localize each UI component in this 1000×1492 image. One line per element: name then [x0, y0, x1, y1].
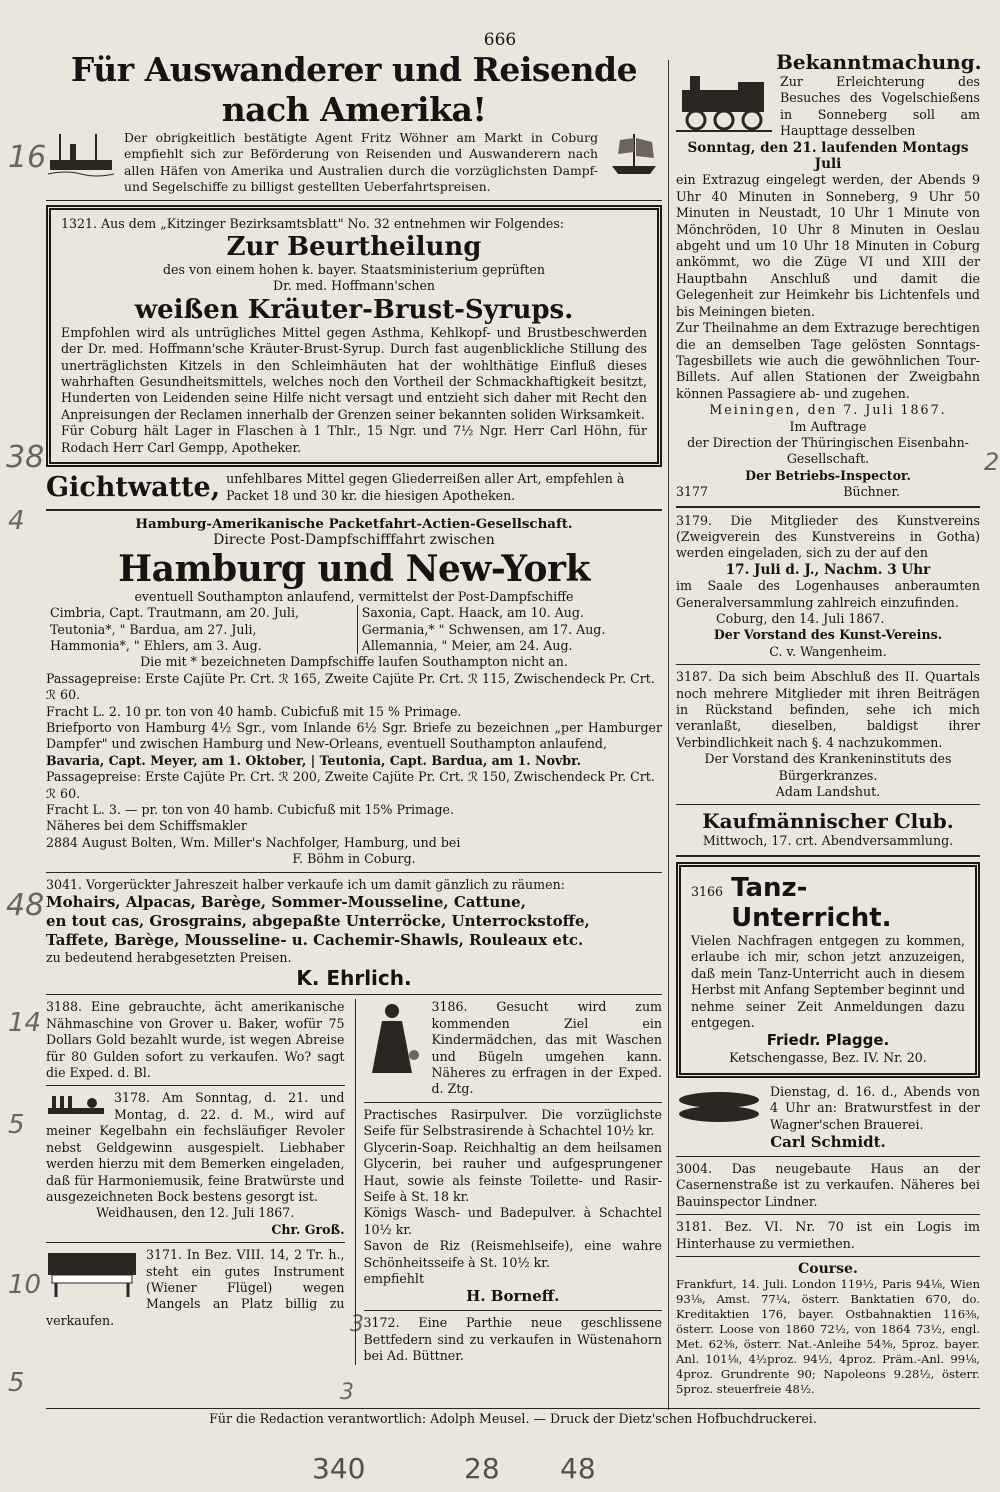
hapag-p5: Bavaria, Capt. Meyer, am 1. Oktober, | Teutonia, Capt. Bardua, am 1. Novbr. — [46, 752, 581, 768]
emigrant-text: Der obrigkeitlich bestätigte Agent Fritz Wöhner am Markt in Coburg empfiehlt sich zur Beförderung von Reisenden und Auswanderern nach allen Häfen von Amerika und Australien durch die vorzüglichsten Dampf- und Segelschiffe zu billigst gestellten Ueberfahrtspreisen. — [124, 130, 598, 195]
ehrlich-goods2: en tout cas, Grosgrains, abgepaßte Unterröcke, Unterrockstoffe, — [46, 912, 590, 931]
hapag-p8: Näheres bei dem Schiffsmakler — [46, 818, 247, 834]
kunst-signature: Der Vorstand des Kunst-Vereins. — [713, 627, 943, 643]
ad-3178 — [46, 1090, 345, 1238]
ad-3172: 3172. Eine Parthie neue geschlissene Bettfedern sind zu verkaufen in Wüstenahorn bei Ad. Büttner. — [363, 1315, 662, 1364]
kranken-name: Adam Landshut. — [775, 784, 881, 800]
tanz-ad — [676, 862, 980, 1078]
divider — [676, 1214, 980, 1215]
table-row — [46, 622, 662, 638]
hapag-company: Hamburg-Amerikanische Packetfahrt-Actien-Gesellschaft. — [135, 515, 573, 532]
small-ads-right — [355, 999, 663, 1364]
bek-title: Bekanntmachung. — [776, 50, 982, 74]
emigrant-title: Für Auswanderer und Reisende nach Amerika! — [70, 50, 638, 129]
bek-name: Büchner. — [843, 484, 900, 500]
ehrlich-goods4: zu bedeutend herabgesetzten Preisen. — [46, 950, 292, 966]
divider — [364, 1310, 663, 1311]
piano-icon — [46, 1247, 138, 1299]
table-row — [46, 605, 662, 621]
ship-cell: Hammonia*, " Ehlers, am 3. Aug. — [50, 637, 262, 653]
ship-cell: Allemannia, " Meier, am 24. Aug. — [357, 638, 662, 654]
steamship-icon — [46, 130, 116, 178]
tanz-address: Ketschengasse, Bez. IV. Nr. 20. — [729, 1050, 927, 1066]
hapag-p10: F. Böhm in Coburg. — [292, 851, 416, 867]
divider — [676, 1256, 980, 1257]
bek-signature: Der Betriebs-Inspector. — [745, 467, 911, 483]
borneff-a5: empfiehlt — [363, 1270, 425, 1286]
divider — [364, 1102, 663, 1103]
bek-number: 3177 — [676, 484, 709, 500]
divider — [676, 855, 980, 857]
small-ads-left — [46, 999, 345, 1364]
syrup-title2: weißen Kräuter-Brust-Syrups. — [134, 294, 574, 325]
borneff-a3: Königs Wasch- und Badepulver. à Schachtel 10½ kr. — [363, 1205, 662, 1237]
divider — [676, 506, 980, 508]
margin-note: 3 — [340, 1380, 354, 1405]
kunst-place: Coburg, den 14. Juli 1867. — [716, 611, 885, 626]
brat-name: Carl Schmidt. — [770, 1132, 886, 1151]
sausage-icon — [676, 1084, 762, 1128]
haus-ad: 3004. Das neugebaute Haus an der Casernenstraße ist zu verkaufen. Näheres bei Bauinspector Lindner. — [676, 1160, 980, 1209]
brat-text: Dienstag, d. 16. d., Abends von 4 Uhr an: Bratwurstfest in der Wagner'schen Brauerei. — [770, 1083, 980, 1132]
hapag-p2: Passagepreise: Erste Cajüte Pr. Crt. ℛ 165, Zweite Cajüte Pr. Crt. ℛ 115, Zwischendeck Pr. Crt. ℛ 60. — [46, 670, 655, 703]
tanz-number: 3166 — [691, 883, 724, 899]
nursemaid-icon — [364, 999, 424, 1079]
bekanntmachung — [676, 50, 980, 501]
club-text: Mittwoch, 17. crt. Abendversammlung. — [702, 833, 954, 849]
divider — [676, 804, 980, 805]
left-column — [46, 50, 662, 1365]
divider — [676, 1156, 980, 1157]
margin-note: 48 — [6, 888, 45, 923]
bek-place: Meiningen, den 7. Juli 1867. — [709, 402, 947, 418]
ad-3171 — [46, 1247, 345, 1329]
hapag-p3: Fracht L. 2. 10 pr. ton von 40 hamb. Cubicfuß mit 15 % Primage. — [46, 703, 462, 719]
hapag-p9: 2884 August Bolten, Wm. Miller's Nachfolger, Hamburg, und bei — [46, 834, 461, 850]
ehrlich-name: K. Ehrlich. — [296, 966, 412, 991]
bratwurst-ad — [676, 1084, 980, 1152]
hapag-line1: Directe Post-Dampfschifffahrt zwischen — [213, 532, 495, 549]
hapag-p1: Die mit * bezeichneten Dampfschiffe laufen Southampton nicht an. — [140, 654, 568, 670]
tanz-title: Tanz-Unterricht. — [731, 872, 892, 933]
ad-3188: 3188. Eine gebrauchte, ächt amerikanische Nähmaschine von Grover u. Baker, wofür 75 Dollars Gold bezahlt wurde, ist wegen Abreise für 80 Gulden sofort zu verkaufen. Wo? sagt die Exped. d. Bl. — [46, 999, 345, 1081]
borneff-a1: Practisches Rasirpulver. Die vorzüglichste Seife für Selbstrasirende à Schachtel 10½ kr. — [363, 1106, 662, 1139]
hapag-p4: Briefporto von Hamburg 4½ Sgr., vom Inlande 6½ Sgr. Briefe zu bezeichnen „per Hamburger Dampfer" und zwischen Hamburg und New-Orleans, eventuell Southampton anlaufend, — [46, 719, 662, 752]
gicht-title: Gichtwatte, — [46, 471, 221, 503]
kranken-text: 3187. Da sich beim Abschluß des II. Quartals noch mehrere Mitglieder mit ihren Beiträgen in Rückstand befinden, sehe ich mich veranlaßt, dieselben, baldigst ihrer Verbindlichkeit nach §. 4 nachzukommen. — [676, 669, 980, 750]
margin-note: 38 — [6, 440, 45, 475]
tanz-text: Vielen Nachfragen entgegen zu kommen, erlaube ich mir, schon jetzt anzuzeigen, daß mein Tanz-Unterricht auch in diesem Herbst mit Anfang September beginnt und nehme seiner Zeit Anmeldungen dazu entgegen. — [691, 932, 965, 1030]
divider — [46, 994, 662, 995]
ehrlich-goods3: Taffete, Barège, Mousseline- u. Cachemir-Shawls, Rouleaux etc. — [46, 931, 584, 950]
page-number: 666 — [483, 30, 517, 50]
ship-cell: Teutonia*, " Bardua, am 27. Juli, — [50, 621, 257, 637]
margin-note: 16 — [8, 140, 47, 175]
divider — [46, 200, 662, 201]
ad-3178-signature: Chr. Groß. — [271, 1221, 345, 1237]
hapag-title: Hamburg und New-York — [118, 547, 590, 590]
ad-3186 — [364, 999, 663, 1097]
ehrlich-goods1: Mohairs, Alpacas, Barège, Sommer-Mousseline, Cattune, — [46, 893, 526, 912]
ship-cell: Germania,* " Schwensen, am 17. Aug. — [357, 622, 662, 638]
ehrlich-ad — [46, 877, 662, 991]
syrup-text: Empfohlen wird als untrügliches Mittel gegen Asthma, Kehlkopf- und Brustbeschwerden der Dr. med. Hoffmann'sche Kräuter-Brust-Syrup. Durch fast augenblickliche Stillung des unerträglichsten Kitzels in den Schleimhäuten hat der wohlthätige Einfluß dieses wahrhaften Gesundheitsmittels, welches noch den Vortheil der Schmackhaftigkeit besitzt, Hunderten von Leidenden seine Hilfe nicht versagt und entzieht sich daher mit Recht den Anpreisungen der Reclamen innerhalb der Grenzen seiner bekannten soliden Wirksamkeit. — [61, 324, 647, 422]
ad-3178-date: Weidhausen, den 12. Juli 1867. — [96, 1205, 295, 1221]
hapag-p6: Passagepreise: Erste Cajüte Pr. Crt. ℛ 200, Zweite Cajüte Pr. Crt. ℛ 150, Zwischendeck Pr. Crt. ℛ 60. — [46, 769, 655, 801]
kunst-name: C. v. Wangenheim. — [769, 643, 887, 659]
small-ads-row — [46, 999, 662, 1364]
bek-date: Sonntag, den 21. laufenden Montags Juli — [687, 139, 969, 173]
ad-3171-text: 3171. In Bez. VIII. 14, 2 Tr. h., steht ein gutes Instrument (Wiener Flügel) wegen Mangels an Platz billig zu verkaufen. — [46, 1247, 345, 1328]
bek-auth1: Im Auftrage — [789, 418, 867, 434]
syrup-intro: 1321. Aus dem „Kitzinger Bezirksamtsblatt" No. 32 entnehmen wir Folgendes: — [61, 215, 565, 231]
skittle-alley-icon — [46, 1090, 106, 1118]
hapag-ad — [46, 516, 662, 868]
table-row — [46, 638, 662, 654]
bottom-note: 340 — [312, 1452, 366, 1485]
krankeninstitut-ad — [676, 669, 980, 800]
bek-text3: Zur Theilnahme an dem Extrazuge berechtigen die an demselben Tage gelösten Sonntags-Tagesbillets wie auch die gewöhnlichen Tour-Billets. Auf allen Stationen der Zweigbahn können Passagiere ab- und zugehen. — [676, 320, 980, 401]
hapag-line2: eventuell Southampton anlaufend, vermittelst der Post-Dampfschiffe — [134, 588, 574, 604]
borneff-a2: Glycerin-Soap. Reichhaltig an dem heilsamen Glycerin, bei rauher und aufgesprungener Haut, sowie als feinste Toilette- und Rasir-Seife à St. 18 kr. — [363, 1139, 662, 1204]
tanz-header — [691, 873, 965, 933]
divider — [46, 1085, 345, 1086]
emigrant-ad — [46, 130, 662, 196]
course-section — [676, 1261, 980, 1397]
ad-3178-text: 3178. Am Sonntag, d. 21. und Montag, d. 22. d. M., wird auf meiner Kegelbahn ein fechsläufiger Revoler nebst Geldgewinn ausgespielt. Liebhaber werden hierzu mit dem Bemerken eingeladen, daß für Harmoniemusik, feine Bratwürste und ausgezeichneten Bock bestens gesorgt ist. — [46, 1090, 345, 1204]
syrup-title: Zur Beurtheilung — [226, 232, 482, 263]
borneff-a4: Savon de Riz (Reismehlseife), eine wahre Schönheitsseife à St. 10½ kr. — [363, 1238, 662, 1270]
margin-note: 3 — [350, 1312, 364, 1337]
bek-text1: Zur Erleichterung des Besuches des Vogelschießens in Sonneberg soll am Haupttage desselben — [780, 74, 980, 139]
kunst-date: 17. Juli d. J., Nachm. 3 Uhr — [725, 561, 931, 578]
divider — [46, 1242, 345, 1243]
divider — [46, 872, 662, 873]
margin-note: 2 — [984, 448, 1000, 476]
kunst-text: 3179. Die Mitglieder des Kunstvereins (Zweigverein des Kunstvereins in Gotha) werden eingeladen, sich zu der auf den — [676, 512, 980, 561]
tanz-name: Friedr. Plagge. — [766, 1031, 890, 1050]
margin-note: 5 — [8, 1368, 25, 1398]
divider — [46, 509, 662, 511]
bottom-note: 28 — [464, 1452, 500, 1485]
right-column — [676, 50, 980, 1397]
logis-ad: 3181. Bez. VI. Nr. 70 ist ein Logis im Hinterhause zu vermiethen. — [676, 1219, 980, 1251]
syrup-sub2: Dr. med. Hoffmann'schen — [272, 278, 436, 294]
sailship-icon — [606, 130, 662, 180]
bek-text2: ein Extrazug eingelegt werden, der Abends 9 Uhr 40 Minuten in Sonneberg, 9 Uhr 50 Minuten in Neustadt, 10 Uhr 1 Minute von Mönchröden, 10 Uhr 8 Minuten in Oeslau abgeht und um 10 Uhr 18 Minuten in Coburg ankömmt, wo die Züge VI und XIII der Hauptbahn Anschluß und damit die Gelegenheit zur Heimkehr bis Lichtenfels und bis Meiningen bieten. — [676, 172, 980, 319]
borneff-name: H. Borneff. — [466, 1287, 560, 1306]
bek-footer — [676, 484, 980, 500]
margin-note: 5 — [8, 1110, 25, 1140]
ship-schedule — [46, 605, 662, 654]
ship-cell: Saxonia, Capt. Haack, am 10. Aug. — [357, 605, 662, 621]
club-ad — [676, 809, 980, 849]
ad-3186-text: 3186. Gesucht wird zum kommenden Ziel ein Kindermädchen, das mit Waschen und Bügeln umgehen kann. Näheres zu erfragen in der Exped. d. Ztg. — [431, 999, 662, 1097]
syrup-ad — [46, 205, 662, 467]
gicht-ad — [46, 471, 662, 504]
kunst-text2: im Saale des Logenhauses anberaumten Generalversammlung zahlreich einzufinden. — [676, 578, 980, 610]
imprint: Für die Redaction verantwortlich: Adolph Meusel. — Druck der Dietz'schen Hofbuchdruckerei. — [46, 1408, 980, 1426]
locomotive-icon — [676, 74, 772, 134]
club-title: Kaufmännischer Club. — [702, 809, 954, 834]
bek-auth2: der Direction der Thüringischen Eisenbahn-Gesellschaft. — [687, 434, 969, 467]
course-title: Course. — [798, 1260, 858, 1277]
margin-note: 4 — [8, 506, 25, 536]
column-divider — [668, 60, 669, 1410]
hapag-p7: Fracht L. 3. — pr. ton von 40 hamb. Cubicfuß mit 15% Primage. — [46, 802, 455, 817]
syrup-stock: Für Coburg hält Lager in Flaschen à 1 Thlr., 15 Ngr. und 7½ Ngr. Herr Carl Höhn, für Rodach Herr Carl Gempp, Apotheker. — [61, 423, 647, 455]
margin-note: 14 — [8, 1008, 42, 1038]
course-text: Frankfurt, 14. Juli. London 119½, Paris 94⅛, Wien 93⅛, Amst. 77¼, österr. Banktatien 670, do. Kreditaktien 176, bayer. Ostbahnaktien 116⅜, österr. Loose von 1860 72½, von 1864 73½, engl. Met. 62⅜, österr. Nat.-Anleihe 54⅜, 5proz. bayer. Anl. 101⅛, 4½proz. 94½, 4proz. Präm.-Anl. 99⅛, 4proz. Grundrente 90; Napoleons 9.28½, österr. 5proz. steuerfreie 48½. — [676, 1277, 980, 1397]
ship-cell: Cimbria, Capt. Trautmann, am 20. Juli, — [50, 605, 299, 621]
bottom-note: 48 — [560, 1452, 596, 1485]
margin-note: 10 — [8, 1270, 42, 1300]
divider — [676, 664, 980, 665]
kunstverein-ad — [676, 513, 980, 661]
syrup-sub1: des von einem hohen k. bayer. Staatsministerium geprüften — [163, 262, 545, 278]
ehrlich-intro: 3041. Vorgerückter Jahreszeit halber verkaufe ich um damit gänzlich zu räumen: — [46, 876, 565, 892]
gicht-text: unfehlbares Mittel gegen Gliederreißen aller Art, empfehlen à Packet 18 und 30 kr. die hiesigen Apotheken. — [226, 471, 625, 503]
kranken-signature: Der Vorstand des Krankeninstituts des Bürgerkranzes. — [704, 751, 952, 783]
